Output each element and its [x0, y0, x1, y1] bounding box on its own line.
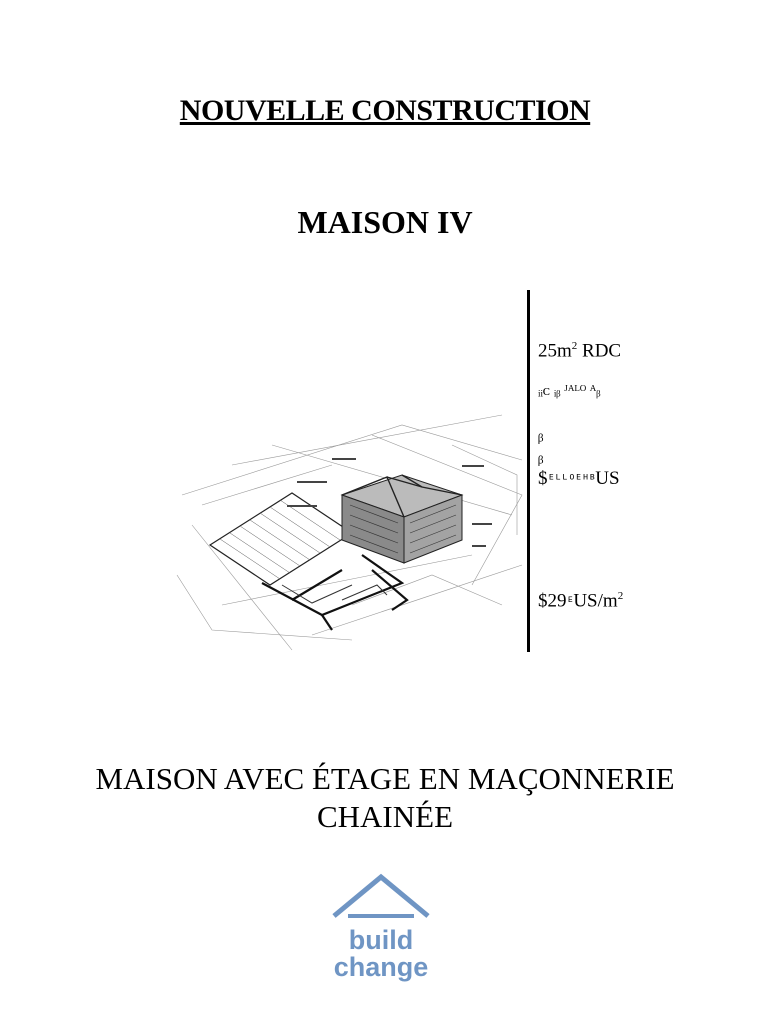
spec-rate	[538, 590, 623, 612]
spec-line-4: ᵦ	[538, 446, 544, 467]
spec-cost	[538, 468, 620, 490]
document-heading	[0, 760, 770, 836]
spec-line-2: ᵢᵢᴄ ᵢᵦ ᴶᴬᴸᴼ ᴬᵦ	[538, 383, 601, 399]
house-roof-icon	[326, 872, 436, 932]
divider-line	[527, 290, 530, 652]
spec-area-value: 25m	[538, 340, 572, 362]
logo-word-build: build	[348, 925, 414, 955]
build-change-logo	[326, 872, 436, 984]
spec-cost-suffix: US	[595, 468, 620, 489]
spec-cost-prefix: $	[538, 468, 548, 489]
heading-line-2: CHAINÉE	[316, 799, 454, 834]
house-plan-drawing	[172, 405, 532, 655]
logo-word-change: change	[333, 952, 429, 982]
spec-cost-garble: ᴱᴸᴸᴼᴱᴴᴮ	[547, 473, 596, 488]
document-subtitle: MAISON IV	[297, 204, 473, 240]
spec-area	[538, 340, 621, 362]
spec-rate-prefix: $29	[538, 590, 567, 612]
spec-line-3: ᵦ	[538, 424, 544, 445]
spec-rate-sup: 2	[617, 590, 624, 602]
spec-area-sup: 2	[571, 340, 578, 352]
spec-rate-unit: US/m	[573, 590, 618, 612]
document-title: NOUVELLE CONSTRUCTION	[179, 94, 591, 127]
spec-area-suffix: RDC	[577, 340, 622, 362]
spec-rate-garble: ᴱ	[566, 595, 574, 611]
heading-line-1: MAISON AVEC ÉTAGE EN MAÇONNERIE	[95, 761, 675, 796]
